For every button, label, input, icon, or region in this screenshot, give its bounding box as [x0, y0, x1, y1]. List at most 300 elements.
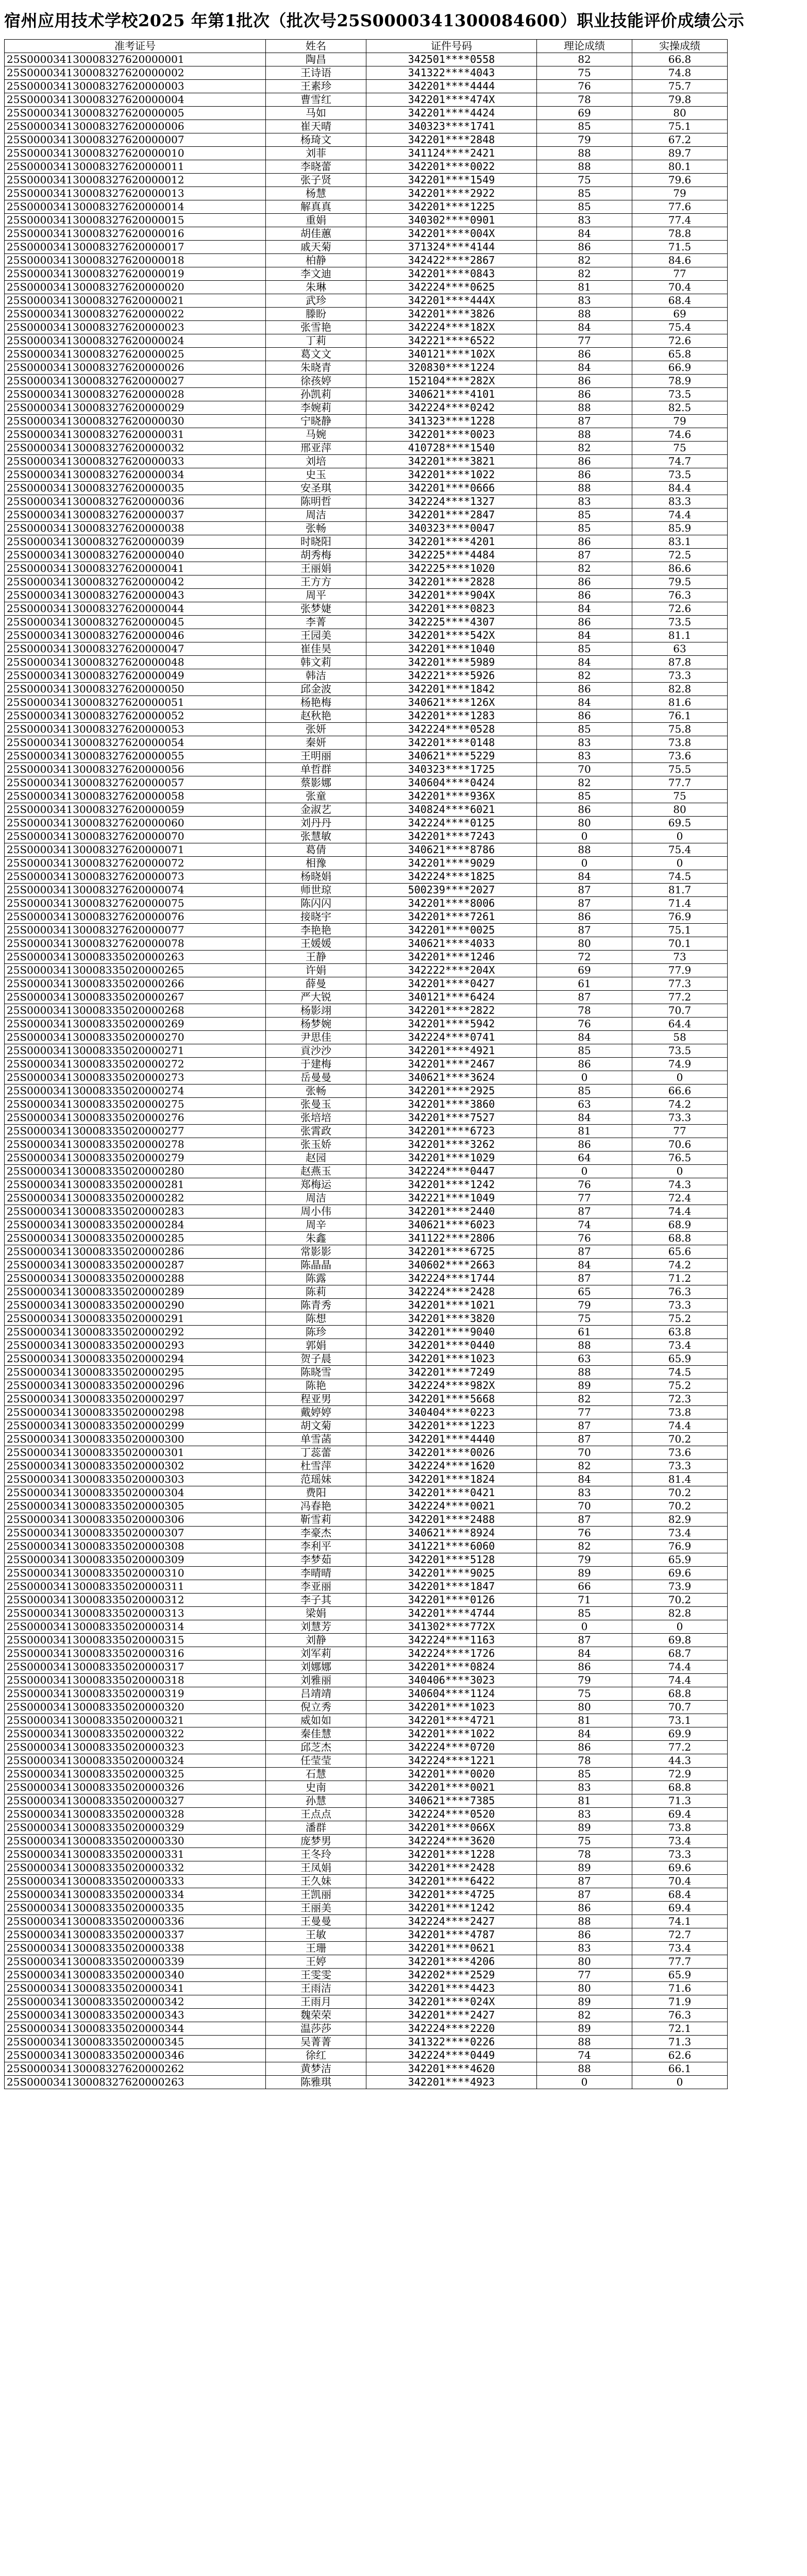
table-row — [5, 133, 728, 147]
name-cell: 李艳艳 — [266, 924, 366, 937]
practical-score-cell: 73 — [632, 951, 728, 964]
table-row — [5, 937, 728, 951]
practical-score-cell: 73.3 — [632, 1299, 728, 1312]
practical-score-cell: 72.3 — [632, 1393, 728, 1406]
practical-score-cell: 89.7 — [632, 147, 728, 160]
id-number-cell: 342201****0025 — [366, 924, 537, 937]
exam-id-cell: 25S000034130008327620000038 — [5, 522, 266, 535]
table-row — [5, 843, 728, 857]
exam-id-cell: 25S000034130008327620000072 — [5, 857, 266, 870]
table-row — [5, 1580, 728, 1594]
practical-score-cell: 72.6 — [632, 602, 728, 616]
theory-score-cell: 80 — [537, 937, 632, 951]
name-cell: 胡佳蕙 — [266, 227, 366, 241]
exam-id-cell: 25S000034130008335020000318 — [5, 1674, 266, 1687]
practical-score-cell: 70.4 — [632, 1875, 728, 1888]
table-row — [5, 227, 728, 241]
practical-score-cell: 75.1 — [632, 924, 728, 937]
exam-id-cell: 25S000034130008327620000071 — [5, 843, 266, 857]
table-row — [5, 1928, 728, 1942]
name-cell: 杨艳梅 — [266, 696, 366, 709]
theory-score-cell: 84 — [537, 1031, 632, 1044]
id-number-cell: 342201****1847 — [366, 1580, 537, 1594]
practical-score-cell: 65.9 — [632, 1969, 728, 1982]
exam-id-cell: 25S000034130008327620000060 — [5, 817, 266, 830]
table-row — [5, 1835, 728, 1848]
theory-score-cell: 86 — [537, 1660, 632, 1674]
name-cell: 葛文文 — [266, 348, 366, 361]
id-number-cell: 342201****5942 — [366, 1018, 537, 1031]
id-number-cell: 340621****8786 — [366, 843, 537, 857]
id-number-cell: 342201****2488 — [366, 1513, 537, 1527]
table-row — [5, 1192, 728, 1205]
name-cell: 王曼曼 — [266, 1915, 366, 1928]
practical-score-cell: 70.6 — [632, 1138, 728, 1151]
practical-score-cell: 71.9 — [632, 1995, 728, 2009]
name-cell: 程亚男 — [266, 1393, 366, 1406]
practical-score-cell: 73.4 — [632, 1942, 728, 1955]
name-cell: 王丽娟 — [266, 562, 366, 575]
theory-score-cell: 81 — [537, 1714, 632, 1727]
name-cell: 王明丽 — [266, 750, 366, 763]
name-cell: 周辛 — [266, 1218, 366, 1232]
name-cell: 王点点 — [266, 1808, 366, 1821]
name-cell: 赵秋艳 — [266, 709, 366, 723]
table-row — [5, 1794, 728, 1808]
id-number-cell: 342201****2848 — [366, 133, 537, 147]
id-number-cell: 340621****8924 — [366, 1527, 537, 1540]
name-cell: 单哲群 — [266, 763, 366, 776]
practical-score-cell: 77.7 — [632, 776, 728, 790]
exam-id-cell: 25S000034130008327620000006 — [5, 120, 266, 133]
table-row — [5, 1500, 728, 1513]
id-number-cell: 342201****3821 — [366, 455, 537, 468]
theory-score-cell: 84 — [537, 1259, 632, 1272]
id-number-cell: 152104****282X — [366, 375, 537, 388]
id-number-cell: 342201****444X — [366, 294, 537, 308]
exam-id-cell: 25S000034130008335020000303 — [5, 1473, 266, 1486]
theory-score-cell: 83 — [537, 1942, 632, 1955]
practical-score-cell: 82.9 — [632, 1513, 728, 1527]
table-row — [5, 830, 728, 843]
name-cell: 王雯雯 — [266, 1969, 366, 1982]
name-cell: 张畅 — [266, 1084, 366, 1098]
exam-id-cell: 25S000034130008335020000267 — [5, 991, 266, 1004]
id-number-cell: 342201****542X — [366, 629, 537, 642]
id-number-cell: 342224****1163 — [366, 1634, 537, 1647]
theory-score-cell: 86 — [537, 589, 632, 602]
id-number-cell: 342201****1223 — [366, 1419, 537, 1433]
exam-id-cell: 25S000034130008335020000296 — [5, 1379, 266, 1393]
table-row — [5, 1326, 728, 1339]
practical-score-cell: 77.2 — [632, 991, 728, 1004]
name-cell: 岳曼曼 — [266, 1071, 366, 1084]
id-number-cell: 342224****1327 — [366, 495, 537, 509]
id-number-cell: 342224****0449 — [366, 2049, 537, 2062]
id-number-cell: 342201****7243 — [366, 830, 537, 843]
table-row — [5, 2022, 728, 2036]
theory-score-cell: 84 — [537, 870, 632, 884]
practical-score-cell: 81.6 — [632, 696, 728, 709]
table-row — [5, 187, 728, 200]
id-number-cell: 342222****204X — [366, 964, 537, 977]
practical-score-cell: 70.7 — [632, 1701, 728, 1714]
exam-id-cell: 25S000034130008335020000286 — [5, 1245, 266, 1259]
theory-score-cell: 82 — [537, 669, 632, 683]
table-row — [5, 1071, 728, 1084]
table-row — [5, 1687, 728, 1701]
table-row — [5, 160, 728, 174]
practical-score-cell: 73.5 — [632, 468, 728, 482]
id-number-cell: 342201****0126 — [366, 1594, 537, 1607]
table-row — [5, 401, 728, 415]
name-cell: 重娟 — [266, 214, 366, 227]
exam-id-cell: 25S000034130008335020000337 — [5, 1928, 266, 1942]
id-number-cell: 342201****1021 — [366, 1299, 537, 1312]
theory-score-cell: 86 — [537, 1138, 632, 1151]
id-number-cell: 340824****6021 — [366, 803, 537, 817]
practical-score-cell: 77.4 — [632, 214, 728, 227]
table-row — [5, 375, 728, 388]
id-number-cell: 342202****2529 — [366, 1969, 537, 1982]
theory-score-cell: 87 — [537, 1888, 632, 1902]
id-number-cell: 342224****0720 — [366, 1741, 537, 1754]
table-row — [5, 1285, 728, 1299]
practical-score-cell: 75.8 — [632, 723, 728, 736]
practical-score-cell: 63.8 — [632, 1326, 728, 1339]
exam-id-cell: 25S000034130008327620000046 — [5, 629, 266, 642]
name-cell: 张霄政 — [266, 1125, 366, 1138]
name-cell: 马婉 — [266, 428, 366, 442]
theory-score-cell: 0 — [537, 2076, 632, 2089]
id-number-cell: 340621****4033 — [366, 937, 537, 951]
id-number-cell: 342201****4440 — [366, 1433, 537, 1446]
exam-id-cell: 25S000034130008327620000053 — [5, 723, 266, 736]
table-row — [5, 1004, 728, 1018]
exam-id-cell: 25S000034130008327620000059 — [5, 803, 266, 817]
theory-score-cell: 70 — [537, 1446, 632, 1460]
practical-score-cell: 73.3 — [632, 1460, 728, 1473]
name-cell: 貢沙沙 — [266, 1044, 366, 1058]
practical-score-cell: 73.3 — [632, 1848, 728, 1861]
practical-score-cell: 82.8 — [632, 1607, 728, 1620]
practical-score-cell: 68.7 — [632, 1647, 728, 1660]
name-cell: 郑梅运 — [266, 1178, 366, 1192]
id-number-cell: 342224****1726 — [366, 1647, 537, 1660]
theory-score-cell: 84 — [537, 227, 632, 241]
practical-score-cell: 76.9 — [632, 910, 728, 924]
id-number-cell: 342201****9040 — [366, 1326, 537, 1339]
name-cell: 张童 — [266, 790, 366, 803]
theory-score-cell: 76 — [537, 80, 632, 93]
theory-score-cell: 88 — [537, 2062, 632, 2076]
id-number-cell: 342201****1242 — [366, 1902, 537, 1915]
id-number-cell: 342201****4787 — [366, 1928, 537, 1942]
id-number-cell: 342201****1549 — [366, 174, 537, 187]
practical-score-cell: 72.7 — [632, 1928, 728, 1942]
practical-score-cell: 73.6 — [632, 750, 728, 763]
id-number-cell: 342201****4620 — [366, 2062, 537, 2076]
theory-score-cell: 75 — [537, 1687, 632, 1701]
theory-score-cell: 86 — [537, 388, 632, 401]
practical-score-cell: 71.2 — [632, 1272, 728, 1285]
practical-score-cell: 81.1 — [632, 629, 728, 642]
table-row — [5, 924, 728, 937]
table-row — [5, 428, 728, 442]
table-row — [5, 1567, 728, 1580]
id-number-cell: 342201****2922 — [366, 187, 537, 200]
name-cell: 周洁 — [266, 509, 366, 522]
name-cell: 孙慧 — [266, 1794, 366, 1808]
id-number-cell: 341322****0226 — [366, 2036, 537, 2049]
table-row — [5, 455, 728, 468]
id-number-cell: 342201****0824 — [366, 1660, 537, 1674]
name-cell: 杨梦婉 — [266, 1018, 366, 1031]
exam-id-cell: 25S000034130008335020000300 — [5, 1433, 266, 1446]
theory-score-cell: 86 — [537, 1902, 632, 1915]
table-row — [5, 1781, 728, 1794]
name-cell: 张曼玉 — [266, 1098, 366, 1111]
name-cell: 韩文莉 — [266, 656, 366, 669]
theory-score-cell: 85 — [537, 522, 632, 535]
name-cell: 蔡影娜 — [266, 776, 366, 790]
table-row — [5, 1821, 728, 1835]
table-row — [5, 803, 728, 817]
table-row — [5, 1084, 728, 1098]
id-number-cell: 342224****0625 — [366, 281, 537, 294]
theory-score-cell: 83 — [537, 214, 632, 227]
exam-id-cell: 25S000034130008335020000324 — [5, 1754, 266, 1768]
name-cell: 李晓蕾 — [266, 160, 366, 174]
name-cell: 韩洁 — [266, 669, 366, 683]
name-cell: 王媛媛 — [266, 937, 366, 951]
practical-score-cell: 78.9 — [632, 375, 728, 388]
exam-id-cell: 25S000034130008327620000016 — [5, 227, 266, 241]
practical-score-cell: 83.3 — [632, 495, 728, 509]
id-number-cell: 340323****0047 — [366, 522, 537, 535]
exam-id-cell: 25S000034130008335020000273 — [5, 1071, 266, 1084]
exam-id-cell: 25S000034130008327620000077 — [5, 924, 266, 937]
exam-id-cell: 25S000034130008327620000056 — [5, 763, 266, 776]
theory-score-cell: 86 — [537, 616, 632, 629]
practical-score-cell: 75.7 — [632, 80, 728, 93]
practical-score-cell: 73.8 — [632, 736, 728, 750]
table-row — [5, 991, 728, 1004]
theory-score-cell: 86 — [537, 709, 632, 723]
id-number-cell: 342201****9029 — [366, 857, 537, 870]
table-row — [5, 1232, 728, 1245]
theory-score-cell: 85 — [537, 1607, 632, 1620]
practical-score-cell: 70.2 — [632, 1500, 728, 1513]
name-cell: 严大锐 — [266, 991, 366, 1004]
name-cell: 朱琳 — [266, 281, 366, 294]
exam-id-cell: 25S000034130008335020000281 — [5, 1178, 266, 1192]
theory-score-cell: 89 — [537, 1821, 632, 1835]
id-number-cell: 342224****0528 — [366, 723, 537, 736]
table-row — [5, 1553, 728, 1567]
exam-id-cell: 25S000034130008327620000051 — [5, 696, 266, 709]
id-number-cell: 342201****1022 — [366, 468, 537, 482]
table-row — [5, 80, 728, 93]
table-row — [5, 1446, 728, 1460]
table-row — [5, 1955, 728, 1969]
practical-score-cell: 79.5 — [632, 575, 728, 589]
id-number-cell: 342201****024X — [366, 1995, 537, 2009]
theory-score-cell: 82 — [537, 1393, 632, 1406]
exam-id-cell: 25S000034130008335020000268 — [5, 1004, 266, 1018]
theory-score-cell: 87 — [537, 1419, 632, 1433]
table-row — [5, 642, 728, 656]
theory-score-cell: 81 — [537, 1794, 632, 1808]
theory-score-cell: 79 — [537, 1553, 632, 1567]
id-number-cell: 342201****1824 — [366, 1473, 537, 1486]
theory-score-cell: 83 — [537, 750, 632, 763]
name-cell: 威如如 — [266, 1714, 366, 1727]
practical-score-cell: 72.1 — [632, 2022, 728, 2036]
table-row — [5, 1433, 728, 1446]
table-row — [5, 2076, 728, 2089]
theory-score-cell: 66 — [537, 1580, 632, 1594]
name-cell: 王园美 — [266, 629, 366, 642]
exam-id-cell: 25S000034130008335020000319 — [5, 1687, 266, 1701]
id-number-cell: 340604****1124 — [366, 1687, 537, 1701]
theory-score-cell: 74 — [537, 1218, 632, 1232]
id-number-cell: 342201****0823 — [366, 602, 537, 616]
name-cell: 杜雪萍 — [266, 1460, 366, 1473]
theory-score-cell: 89 — [537, 2022, 632, 2036]
name-cell: 范瑶妹 — [266, 1473, 366, 1486]
id-number-cell: 342201****5128 — [366, 1553, 537, 1567]
id-number-cell: 371324****4144 — [366, 241, 537, 254]
name-cell: 朱晓青 — [266, 361, 366, 375]
practical-score-cell: 0 — [632, 2076, 728, 2089]
practical-score-cell: 76.3 — [632, 1285, 728, 1299]
practical-score-cell: 73.9 — [632, 1580, 728, 1594]
practical-score-cell: 76.1 — [632, 709, 728, 723]
practical-score-cell: 73.5 — [632, 388, 728, 401]
page-title: 宿州应用技术学校2025 年第1批次（批次号25S000034130008460​0）职业技能评价成绩公示 — [4, 11, 745, 30]
id-number-cell: 342224****1825 — [366, 870, 537, 884]
practical-score-cell: 77.3 — [632, 977, 728, 991]
table-row — [5, 723, 728, 736]
theory-score-cell: 82 — [537, 254, 632, 267]
exam-id-cell: 25S000034130008335020000309 — [5, 1553, 266, 1567]
table-row — [5, 267, 728, 281]
practical-score-cell: 77.9 — [632, 964, 728, 977]
score-table — [4, 39, 728, 2089]
name-cell: 丁莉 — [266, 334, 366, 348]
table-row — [5, 1969, 728, 1982]
name-cell: 刘丹丹 — [266, 817, 366, 830]
id-number-cell: 342201****1225 — [366, 200, 537, 214]
practical-score-cell: 75.2 — [632, 1312, 728, 1326]
theory-score-cell: 80 — [537, 1701, 632, 1714]
theory-score-cell: 87 — [537, 1634, 632, 1647]
practical-score-cell: 74.3 — [632, 1178, 728, 1192]
table-row — [5, 1875, 728, 1888]
table-row — [5, 1272, 728, 1285]
theory-score-cell: 88 — [537, 1366, 632, 1379]
id-number-cell: 342221****5926 — [366, 669, 537, 683]
theory-score-cell: 83 — [537, 1808, 632, 1821]
practical-score-cell: 86.6 — [632, 562, 728, 575]
exam-id-cell: 25S000034130008335020000341 — [5, 1982, 266, 1995]
name-cell: 吕靖靖 — [266, 1687, 366, 1701]
exam-id-cell: 25S000034130008335020000299 — [5, 1419, 266, 1433]
id-number-cell: 342201****2822 — [366, 1004, 537, 1018]
name-cell: 倪立秀 — [266, 1701, 366, 1714]
name-cell: 相豫 — [266, 857, 366, 870]
id-number-cell: 342201****1242 — [366, 1178, 537, 1192]
practical-score-cell: 73.4 — [632, 1339, 728, 1352]
name-cell: 陈想 — [266, 1312, 366, 1326]
exam-id-cell: 25S000034130008335020000346 — [5, 2049, 266, 2062]
practical-score-cell: 79.8 — [632, 93, 728, 107]
exam-id-cell: 25S000034130008327620000019 — [5, 267, 266, 281]
exam-id-cell: 25S000034130008335020000334 — [5, 1888, 266, 1902]
id-number-cell: 342201****904X — [366, 589, 537, 602]
id-number-cell: 342201****0427 — [366, 977, 537, 991]
practical-score-cell: 69.5 — [632, 817, 728, 830]
id-number-cell: 342201****6723 — [366, 1125, 537, 1138]
practical-score-cell: 70.7 — [632, 1004, 728, 1018]
id-number-cell: 342201****4201 — [366, 535, 537, 549]
theory-score-cell: 88 — [537, 308, 632, 321]
theory-score-cell: 64 — [537, 1151, 632, 1165]
exam-id-cell: 25S000034130008335020000294 — [5, 1352, 266, 1366]
table-row — [5, 964, 728, 977]
id-number-cell: 342422****2867 — [366, 254, 537, 267]
practical-score-cell: 79 — [632, 415, 728, 428]
name-cell: 李子其 — [266, 1594, 366, 1607]
table-row — [5, 1406, 728, 1419]
id-number-cell: 340621****5229 — [366, 750, 537, 763]
table-row — [5, 93, 728, 107]
practical-score-cell: 81.7 — [632, 884, 728, 897]
table-row — [5, 1245, 728, 1259]
id-number-cell: 342201****2440 — [366, 1205, 537, 1218]
table-row — [5, 361, 728, 375]
exam-id-cell: 25S000034130008335020000297 — [5, 1393, 266, 1406]
exam-id-cell: 25S000034130008335020000312 — [5, 1594, 266, 1607]
table-row — [5, 709, 728, 723]
theory-score-cell: 85 — [537, 642, 632, 656]
practical-score-cell: 76.3 — [632, 2009, 728, 2022]
table-row — [5, 1768, 728, 1781]
table-row — [5, 107, 728, 120]
practical-score-cell: 71.5 — [632, 241, 728, 254]
exam-id-cell: 25S000034130008335020000307 — [5, 1527, 266, 1540]
exam-id-cell: 25S000034130008335020000284 — [5, 1218, 266, 1232]
theory-score-cell: 86 — [537, 910, 632, 924]
table-row — [5, 750, 728, 763]
exam-id-cell: 25S000034130008335020000322 — [5, 1727, 266, 1741]
theory-score-cell: 88 — [537, 147, 632, 160]
header-name: 姓名 — [266, 40, 366, 53]
practical-score-cell: 73.5 — [632, 1044, 728, 1058]
exam-id-cell: 25S000034130008335020000293 — [5, 1339, 266, 1352]
practical-score-cell: 72.9 — [632, 1768, 728, 1781]
practical-score-cell: 69.4 — [632, 1902, 728, 1915]
exam-id-cell: 25S000034130008327620000001 — [5, 53, 266, 66]
exam-id-cell: 25S000034130008335020000263 — [5, 951, 266, 964]
table-row — [5, 1218, 728, 1232]
exam-id-cell: 25S000034130008335020000277 — [5, 1125, 266, 1138]
exam-id-cell: 25S000034130008335020000336 — [5, 1915, 266, 1928]
table-row — [5, 1701, 728, 1714]
table-row — [5, 1031, 728, 1044]
exam-id-cell: 25S000034130008327620000018 — [5, 254, 266, 267]
